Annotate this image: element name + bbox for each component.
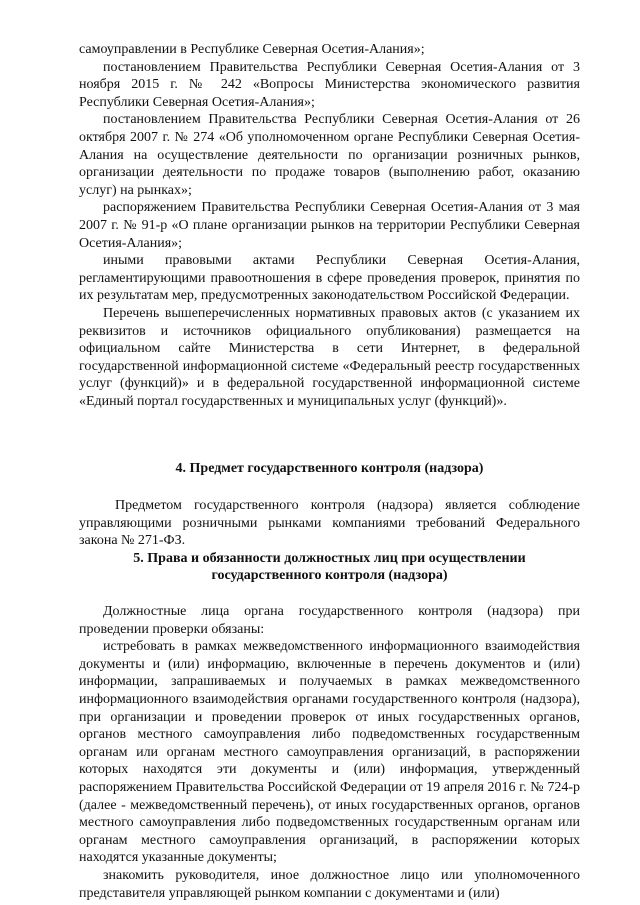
- paragraph-list-publication: Перечень вышеперечисленных нормативных правовых актов (с указанием их реквизитов и источников официального опубликования) размещается на официальном сайте Министерства в сети Интернет, в федеральной государственной информационной системе «Федеральный реестр государственных услуг (функций)» и в федеральной государственной информационной системе «Единый портал государственных и муниципальных услуг (функций)».: [79, 305, 580, 409]
- section-5-heading-line-2: государственного контроля (надзора): [211, 568, 448, 584]
- paragraph-resolution-242: постановлением Правительства Республики Северная Осетия-Алания от 3 ноября 2015 г. № 242 «Вопросы Министерства экономического развития Республики Северная Осетия-Алания»;: [79, 59, 580, 110]
- paragraph-order-91r: распоряжением Правительства Республики Северная Осетия-Алания от 3 мая 2007 г. № 91-р «О плане организации рынков на территории Республики Северная Осетия-Алания»;: [79, 200, 580, 251]
- section-5-heading-line-1: 5. Права и обязанности должностных лиц при осуществлении: [133, 550, 526, 566]
- paragraph-resolution-274: постановлением Правительства Республики Северная Осетия-Алания от 26 октября 2007 г. № 274 «Об уполномоченном органе Республики Северная Осетия-Алания на осуществление деятельности по организации розничных рынков, организации деятельности по продаже товаров (выполнению работ, оказанию услуг) на рынках»;: [79, 112, 580, 198]
- section-4-paragraph: Предметом государственного контроля (надзора) является соблюдение управляющими розничными рынками компаниями требований Федерального закона № 271-ФЗ.: [79, 498, 580, 549]
- paragraph-other-acts: иными правовыми актами Республики Северная Осетия-Алания, регламентирующими правоотношения в сфере проведения проверок, принятия по их результатам мер, предусмотренных законодательством Российской Федерации.: [79, 253, 580, 304]
- section-5-paragraph-familiarize: знакомить руководителя, иное должностное лицо или уполномоченного представителя управляющей рынком компании с документами и (или): [79, 867, 580, 901]
- section-5-heading: [79, 550, 580, 585]
- section-4-heading: 4. Предмет государственного контроля (надзора): [175, 461, 484, 477]
- section-5-paragraph-obligations: Должностные лица органа государственного контроля (надзора) при проведении проверки обязаны:: [79, 604, 580, 637]
- section-5-paragraph-request-documents: истребовать в рамках межведомственного информационного взаимодействия документы и (или) информацию, включенные в перечень документов и (или) информации, запрашиваемых и получаемых в рамках межведомственного информационного взаимодействия органами государственного контроля (надзора), при организации и проведении проверок от иных государственных органов, органов местного самоуправления либо подведомственных государственным органам или органам местного самоуправления организаций, в распоряжении которых находятся эти документы и (или) информация, утвержденный распоряжением Правительства Российской Федерации от 19 апреля 2016 г. № 724-р (далее - межведомственный перечень), от иных государственных органов, органов местного самоуправления либо подведомственных государственным органам или органам местного самоуправления организаций, в распоряжении которых находятся указанные документы;: [79, 639, 580, 866]
- paragraph-continuation: самоуправлении в Республике Северная Осетия-Алания»;: [79, 42, 425, 57]
